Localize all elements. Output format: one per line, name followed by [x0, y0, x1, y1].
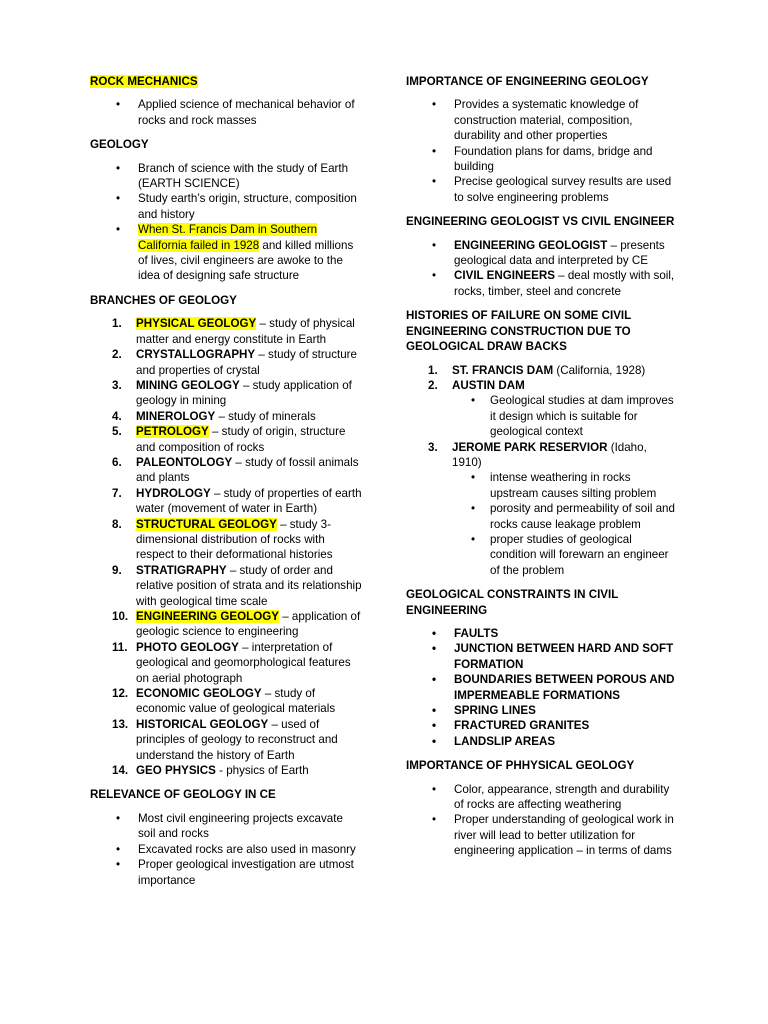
constraints-list: [406, 626, 678, 749]
relevance-list: [90, 811, 362, 888]
geologist-vs-ce-list: [406, 238, 678, 300]
branch-item: 5. PETROLOGY – study of origin, structure and composition of rocks: [112, 425, 346, 454]
list-item: • FRACTURED GRANITES: [406, 718, 678, 733]
geology-heading: GEOLOGY: [90, 138, 149, 152]
failure-sublist: [452, 470, 678, 578]
geology-list: [90, 161, 362, 284]
branch-term: GEO PHYSICS: [136, 764, 216, 778]
relevance-heading: RELEVANCE OF GEOLOGY IN CE: [90, 788, 276, 802]
branch-item: 12. ECONOMIC GEOLOGY – study of economic value of geological materials: [112, 687, 336, 716]
left-column: [90, 74, 362, 897]
branch-item: 7. HYDROLOGY – study of properties of earth water (movement of water in Earth): [112, 486, 362, 516]
list-item: • Applied science of mechanical behavior of rocks and rock masses: [90, 97, 362, 128]
branch-term: CRYSTALLOGRAPHY: [136, 348, 256, 362]
branch-term: PHYSICAL GEOLOGY: [136, 317, 257, 331]
right-column: [406, 74, 678, 868]
branch-item: 8. STRUCTURAL GEOLOGY – study 3-dimensional distribution of rocks with respect to their deformational histories: [112, 517, 333, 562]
list-item: • ENGINEERING GEOLOGIST – presents geological data and interpreted by CE: [406, 238, 678, 269]
list-item: • CIVIL ENGINEERS – deal mostly with soil, rocks, timber, steel and concrete: [406, 268, 678, 299]
branch-item: 14. GEO PHYSICS - physics of Earth: [112, 764, 309, 778]
list-item: • Excavated rocks are also used in masonry: [90, 842, 362, 857]
branch-item: 4. MINEROLOGY – study of minerals: [112, 409, 316, 423]
branch-item: 3. MINING GEOLOGY – study application of geology in mining: [112, 378, 352, 408]
rock-mechanics-heading: ROCK MECHANICS: [90, 75, 198, 88]
geologist-vs-ce-heading: ENGINEERING GEOLOGIST VS CIVIL ENGINEER: [406, 215, 675, 229]
branch-item: 10. ENGINEERING GEOLOGY – application of geologic science to engineering: [112, 610, 361, 639]
list-item: • Most civil engineering projects excavate soil and rocks: [90, 811, 362, 842]
list-item: • Provides a systematic knowledge of construction material, composition, durability and other properties: [406, 97, 678, 143]
importance-physical-heading: IMPORTANCE OF PHHYSICAL GEOLOGY: [406, 759, 635, 773]
list-item: [90, 222, 362, 284]
list-item: • Study earth’s origin, structure, composition and history: [90, 191, 362, 222]
branch-term: HISTORICAL GEOLOGY: [136, 717, 269, 731]
list-item: • intense weathering in rocks upstream causes silting problem: [452, 470, 678, 501]
importance-engineering-list: [406, 97, 678, 205]
francis-dam-highlight: When St. Francis Dam in Southern California failed in 1928: [138, 223, 318, 252]
branch-item: 2. CRYSTALLOGRAPHY – study of structure and properties of crystal: [112, 348, 357, 377]
branch-item: 13. HISTORICAL GEOLOGY – used of principles of geology to reconstruct and understand the history of Earth: [112, 717, 338, 762]
list-item: • SPRING LINES: [406, 703, 678, 718]
branches-heading: BRANCHES OF GEOLOGY: [90, 293, 237, 307]
list-item: • porosity and permeability of soil and rocks cause leakage problem: [452, 501, 678, 532]
branches-list: [90, 316, 362, 778]
list-item: • Proper understanding of geological work in river will lead to better utilization for engineering application – in terms of dams: [406, 812, 678, 858]
list-item: • LANDSLIP AREAS: [406, 734, 678, 749]
failures-heading: HISTORIES OF FAILURE ON SOME CIVIL ENGINEERING CONSTRUCTION DUE TO GEOLOGICAL DRAW BACKS: [406, 309, 632, 354]
branch-term: PHOTO GEOLOGY: [136, 640, 239, 654]
list-item: • FAULTS: [406, 626, 678, 641]
branch-term: PALEONTOLOGY: [136, 455, 233, 469]
branch-item: 6. PALEONTOLOGY – study of fossil animals and plants: [112, 455, 359, 485]
list-item: • Proper geological investigation are utmost importance: [90, 857, 362, 888]
failure-item: 3. JEROME PARK RESERVIOR (Idaho, 1910) • intense weathering in rocks upstream causes silting problem • porosity and permeability of soil and rocks cause leakage problem • proper studies of geological condition will forewarn an engineer of the problem: [406, 440, 678, 579]
list-item: • Branch of science with the study of Earth (EARTH SCIENCE): [90, 161, 362, 192]
branch-term: MINING GEOLOGY: [136, 378, 240, 392]
list-item: • Color, appearance, strength and durability of rocks are affecting weathering: [406, 782, 678, 813]
list-item: • Precise geological survey results are used to solve engineering problems: [406, 174, 678, 205]
branch-item: 9. STRATIGRAPHY – study of order and relative position of strata and its relationship with geological time scale: [112, 563, 362, 608]
list-item: • proper studies of geological condition will forewarn an engineer of the problem: [452, 532, 678, 578]
list-item: • Foundation plans for dams, bridge and building: [406, 144, 678, 175]
branch-term: ENGINEERING GEOLOGY: [136, 610, 280, 623]
branch-item: 1. PHYSICAL GEOLOGY – study of physical matter and energy constitute in Earth: [112, 317, 355, 346]
failure-item: 1. ST. FRANCIS DAM (California, 1928): [428, 363, 646, 377]
rock-mechanics-list: [90, 97, 362, 128]
branch-term: ECONOMIC GEOLOGY: [136, 687, 262, 701]
branch-item: 11. PHOTO GEOLOGY – interpretation of geological and geomorphological features on aerial photograph: [112, 640, 351, 685]
francis-dam-text: and killed millions of lives, civil engineers are awoke to the idea of designing safe structure: [138, 238, 354, 283]
failures-list: [406, 363, 678, 579]
list-item: • Geological studies at dam improves it design which is suitable for geological context: [452, 393, 678, 439]
constraints-heading: GEOLOGICAL CONSTRAINTS IN CIVIL ENGINEERING: [406, 588, 619, 617]
importance-physical-list: [406, 782, 678, 859]
branch-term: STRUCTURAL GEOLOGY: [136, 517, 277, 531]
branch-term: HYDROLOGY: [136, 486, 211, 500]
branch-term: PETROLOGY: [136, 425, 209, 439]
importance-engineering-heading: IMPORTANCE OF ENGINEERING GEOLOGY: [406, 75, 649, 88]
failure-sublist: [452, 393, 678, 439]
list-item: • BOUNDARIES BETWEEN POROUS AND IMPERMEABLE FORMATIONS: [406, 672, 678, 703]
branch-term: MINEROLOGY: [136, 409, 216, 423]
failure-item: 2. AUSTIN DAM • Geological studies at dam improves it design which is suitable for geological context: [406, 378, 678, 440]
branch-term: STRATIGRAPHY: [136, 563, 227, 577]
list-item: • JUNCTION BETWEEN HARD AND SOFT FORMATION: [406, 641, 678, 672]
